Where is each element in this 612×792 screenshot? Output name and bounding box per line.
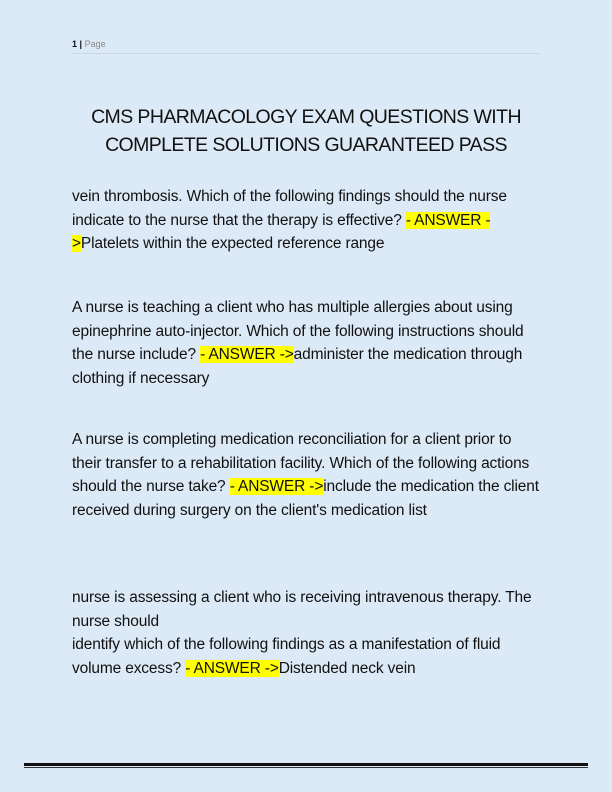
question-text: A nurse is teaching a client who has multiple allergies about using epinephrine auto-injector. Which of the following instructions should the nurse include? <box>72 299 524 363</box>
document-title-line2: COMPLETE SOLUTIONS GUARANTEED PASS <box>105 134 507 156</box>
page-header <box>72 39 540 54</box>
document-title-line1: CMS PHARMACOLOGY EXAM QUESTIONS WITH <box>91 106 521 128</box>
question-text-line1: nurse is assessing a client who is receiving intravenous therapy. The nurse should <box>72 589 532 630</box>
page-separator: | <box>79 39 83 49</box>
answer-text: include the medication the client received during surgery on the client's medication list <box>72 478 539 519</box>
question-text: vein thrombosis. Which of the following findings should the nurse indicate to the nurse that the therapy is effective? <box>72 188 507 229</box>
answer-marker: - ANSWER -> <box>185 659 279 677</box>
question-text-line2: identify which of the following findings as a manifestation of fluid volume excess? <box>72 636 501 677</box>
question-answer-block <box>72 185 542 256</box>
answer-text: Platelets within the expected reference range <box>80 235 385 252</box>
answer-marker: - ANSWER -> <box>72 211 491 252</box>
answer-text: administer the medication through clothing if necessary <box>72 346 523 387</box>
page-label: Page <box>84 39 106 49</box>
question-text: A nurse is completing medication reconciliation for a client prior to their transfer to a rehabilitation facility. Which of the following actions should the nurse take? <box>72 431 530 495</box>
question-answer-block <box>72 586 542 680</box>
answer-text: Distended neck vein <box>278 659 416 677</box>
question-answer-block <box>72 428 542 522</box>
footer-rule-thin <box>24 767 588 768</box>
document-title <box>72 103 540 159</box>
question-answer-block <box>72 296 542 390</box>
page-number: 1 <box>72 39 78 49</box>
footer-rule-thick <box>24 763 588 766</box>
answer-marker: - ANSWER -> <box>229 478 324 495</box>
answer-marker: - ANSWER -> <box>200 346 294 363</box>
